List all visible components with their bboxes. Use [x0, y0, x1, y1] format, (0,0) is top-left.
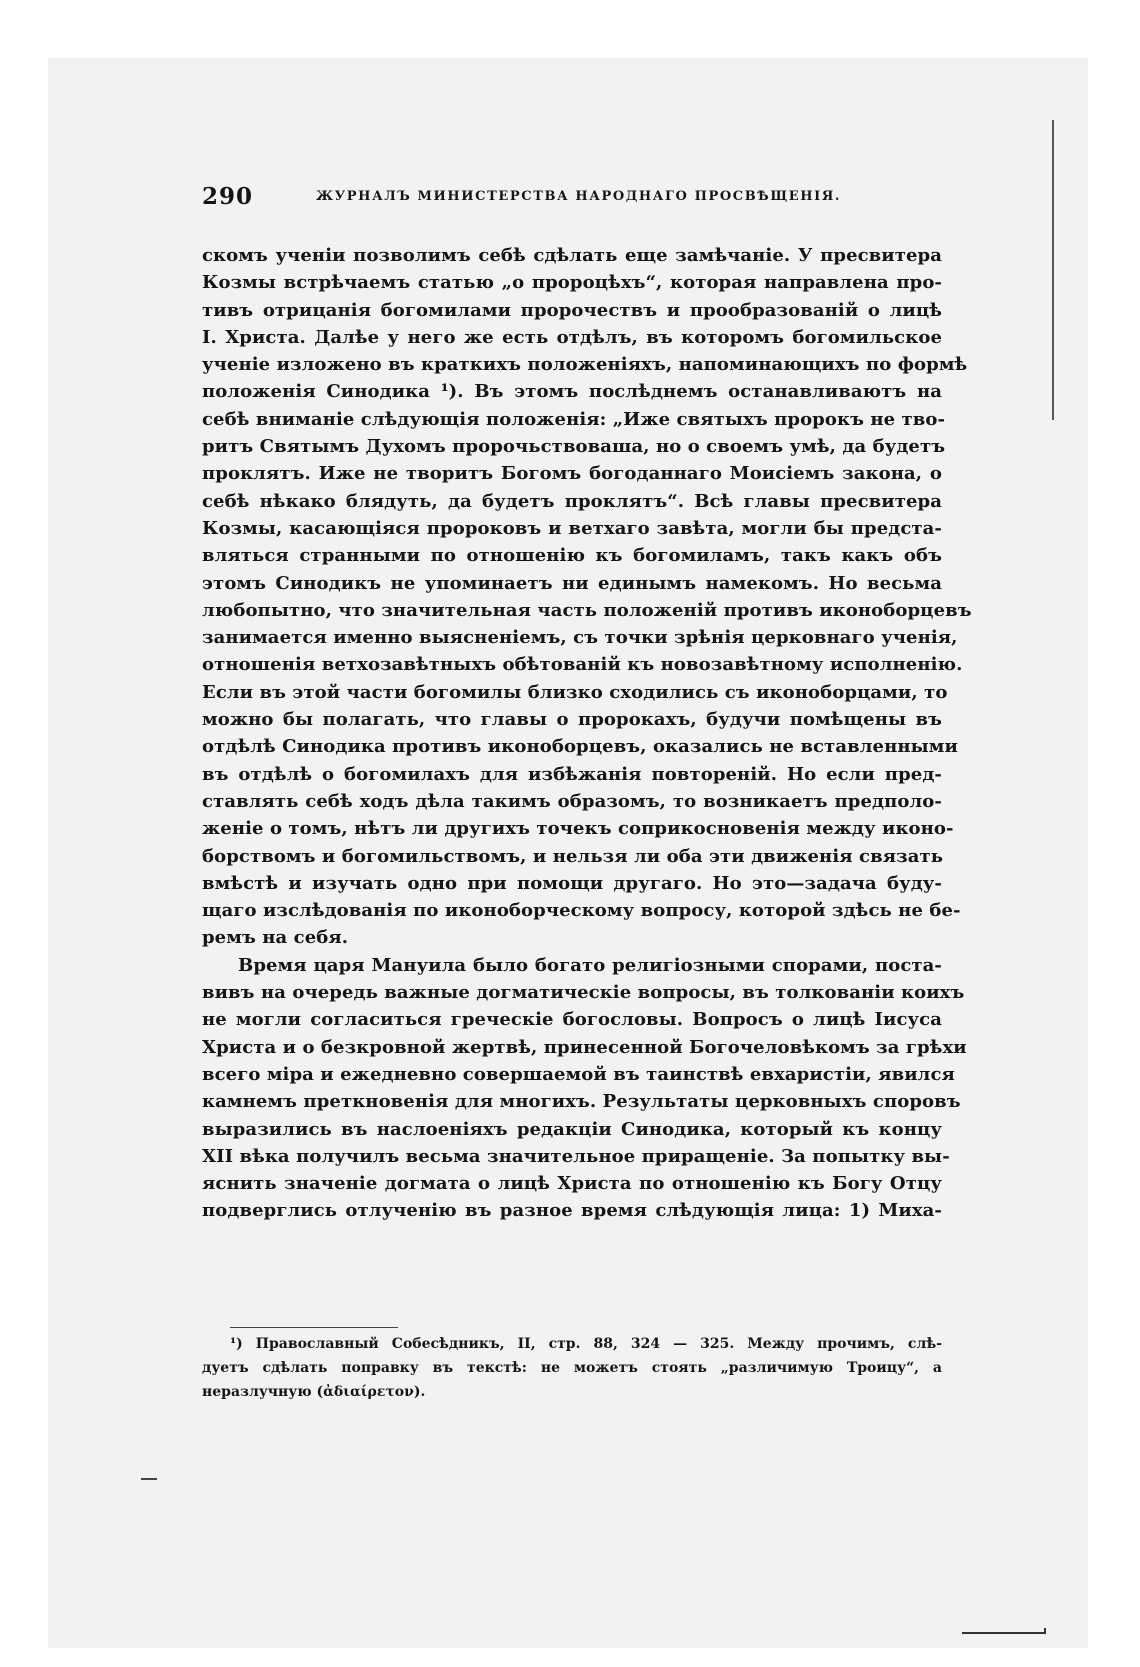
- corner-mark: [962, 1628, 1046, 1634]
- footnote-line: неразлучную (ἀδιαίρετον).: [202, 1384, 426, 1400]
- text-line: яснить значеніе догмата о лицѣ Христа по отношенію къ Богу Отцу: [202, 1173, 942, 1195]
- text-line: себѣ нѣкако блядуть, да будетъ проклятъ“. Всѣ главы пресвитера: [202, 490, 942, 512]
- text-line: Христа и о безкровной жертвѣ, принесенной Богочеловѣкомъ за грѣхи: [202, 1036, 967, 1058]
- text-line: подверглись отлученію въ разное время слѣдующія лица: 1) Миха-: [202, 1200, 942, 1222]
- text-line: борствомъ и богомильствомъ, и нельзя ли оба эти движенія связать: [202, 845, 944, 867]
- text-line: скомъ ученіи позволимъ себѣ сдѣлать еще замѣчаніе. У пресвитера: [202, 245, 942, 266]
- text-line: всего міра и ежедневно совершаемой въ таинствѣ евхаристіи, явился: [202, 1063, 955, 1085]
- text-line: выразились въ наслоеніяхъ редакціи Синодика, который къ концу: [202, 1118, 942, 1140]
- text-line: отношенія ветхозавѣтныхъ обѣтованій къ новозавѣтному исполненію.: [202, 654, 963, 676]
- text-line: положенія Синодика ¹). Въ этомъ послѣднемъ останавливаютъ на: [202, 381, 942, 403]
- text-line: Козмы встрѣчаемъ статью „о пророцѣхъ“, которая направлена про-: [202, 272, 942, 294]
- text-line: не могли согласиться греческіе богословы. Вопросъ о лицѣ Іисуса: [202, 1009, 942, 1031]
- main-text: [202, 242, 972, 1225]
- text-line: Если въ этой части богомилы близко сходились съ иконоборцами, то: [202, 681, 948, 703]
- text-line: вивъ на очередь важные догматическіе вопросы, въ толкованіи коихъ: [202, 982, 965, 1004]
- text-line: вмѣстѣ и изучать одно при помощи другаго. Но это—задача буду-: [202, 872, 942, 894]
- text-line: можно бы полагать, что главы о пророкахъ, будучи помѣщены въ: [202, 709, 942, 731]
- text-line: вляться странными по отношенію къ богомиламъ, такъ какъ объ: [202, 545, 942, 567]
- text-line: въ отдѣлѣ о богомилахъ для избѣжанія повтореній. Но если пред-: [202, 763, 942, 785]
- margin-line: [1052, 120, 1054, 420]
- text-line: ремъ на себя.: [202, 927, 349, 949]
- text-line: женіе о томъ, нѣтъ ли другихъ точекъ соприкосновенія между иконо-: [202, 818, 954, 840]
- text-line: ставлять себѣ ходъ дѣла такимъ образомъ, то возникаетъ предполо-: [202, 790, 942, 812]
- text-line: отдѣлѣ Синодика противъ иконоборцевъ, оказались не вставленными: [202, 736, 958, 758]
- margin-dash: [141, 1478, 157, 1480]
- paragraph-start-line: Время царя Мануила было богато религіозными спорами, поста-: [238, 954, 942, 976]
- text-line: занимается именно выясненіемъ, съ точки зрѣнія церковнаго ученія,: [202, 627, 958, 649]
- text-line: проклятъ. Иже не творитъ Богомъ богоданнаго Моисіемъ закона, о: [202, 463, 942, 485]
- text-line: Козмы, касающіяся пророковъ и ветхаго завѣта, могли бы предста-: [202, 517, 942, 539]
- text-line: ученіе изложено въ краткихъ положеніяхъ, напоминающихъ по формѣ: [202, 354, 968, 376]
- text-line: щаго изслѣдованія по иконоборческому вопросу, которой здѣсь не бе-: [202, 900, 961, 922]
- text-line: камнемъ преткновенія для многихъ. Результаты церковныхъ споровъ: [202, 1091, 961, 1113]
- text-line: І. Христа. Далѣе у него же есть отдѣлъ, въ которомъ богомильское: [202, 326, 942, 348]
- footnote: [202, 1332, 942, 1404]
- text-line: себѣ вниманіе слѣдующія положенія: „Иже святыхъ пророкъ не тво-: [202, 408, 946, 430]
- footnote-divider: [230, 1327, 398, 1328]
- text-line: любопытно, что значительная часть положеній противъ иконоборцевъ: [202, 599, 972, 621]
- footnote-line: ¹) Православный Собесѣдникъ, II, стр. 88, 324 — 325. Между прочимъ, слѣ-: [230, 1336, 942, 1352]
- running-title: ЖУРНАЛЪ МИНИСТЕРСТВА НАРОДНАГО ПРОСВѢЩЕНІЯ.: [316, 189, 842, 204]
- page-header: [202, 183, 942, 213]
- text-line: тивъ отрицанія богомилами пророчествъ и прообразованій о лицѣ: [202, 299, 942, 321]
- footnote-line: дуетъ сдѣлать поправку въ текстѣ: не можетъ стоять „различимую Троицу“, а: [202, 1360, 942, 1376]
- text-line: ритъ Святымъ Духомъ пророчьствоваша, но о своемъ умѣ, да будетъ: [202, 436, 946, 458]
- page-number: 290: [202, 183, 254, 210]
- text-line: этомъ Синодикъ не упоминаетъ ни единымъ намекомъ. Но весьма: [202, 572, 942, 594]
- text-line: XII вѣка получилъ весьма значительное приращеніе. За попытку вы-: [202, 1145, 950, 1167]
